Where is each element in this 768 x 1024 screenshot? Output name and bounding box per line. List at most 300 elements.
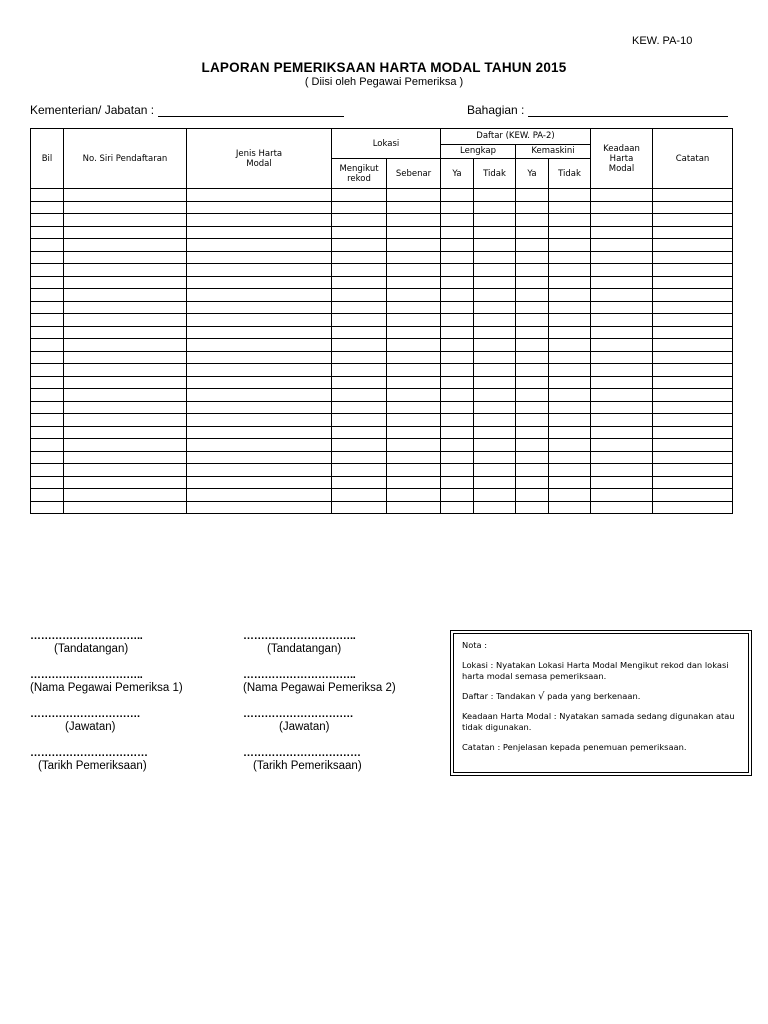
table-cell[interactable]	[653, 264, 733, 277]
table-cell[interactable]	[31, 451, 64, 464]
table-cell[interactable]	[591, 464, 653, 477]
table-cell[interactable]	[549, 414, 591, 427]
table-cell[interactable]	[591, 414, 653, 427]
table-cell[interactable]	[332, 251, 387, 264]
table-cell[interactable]	[441, 414, 474, 427]
table-cell[interactable]	[64, 189, 187, 202]
table-cell[interactable]	[387, 189, 441, 202]
table-cell[interactable]	[31, 314, 64, 327]
table-cell[interactable]	[474, 464, 516, 477]
table-cell[interactable]	[332, 289, 387, 302]
table-cell[interactable]	[653, 339, 733, 352]
table-cell[interactable]	[474, 489, 516, 502]
table-cell[interactable]	[332, 501, 387, 514]
table-cell[interactable]	[64, 464, 187, 477]
table-cell[interactable]	[591, 251, 653, 264]
date-1-line[interactable]: ……………………………	[30, 747, 148, 759]
table-cell[interactable]	[516, 239, 549, 252]
table-cell[interactable]	[474, 326, 516, 339]
table-cell[interactable]	[441, 201, 474, 214]
table-cell[interactable]	[549, 426, 591, 439]
table-cell[interactable]	[187, 301, 332, 314]
table-cell[interactable]	[187, 451, 332, 464]
table-cell[interactable]	[64, 364, 187, 377]
table-cell[interactable]	[332, 201, 387, 214]
table-cell[interactable]	[441, 276, 474, 289]
table-cell[interactable]	[387, 426, 441, 439]
table-cell[interactable]	[64, 476, 187, 489]
table-cell[interactable]	[31, 401, 64, 414]
bahagian-blank-line[interactable]	[528, 104, 728, 117]
table-cell[interactable]	[64, 389, 187, 402]
table-cell[interactable]	[516, 276, 549, 289]
kementerian-blank-line[interactable]	[158, 104, 344, 117]
table-cell[interactable]	[31, 264, 64, 277]
table-cell[interactable]	[516, 189, 549, 202]
table-cell[interactable]	[187, 326, 332, 339]
table-cell[interactable]	[591, 264, 653, 277]
table-cell[interactable]	[474, 426, 516, 439]
table-cell[interactable]	[549, 314, 591, 327]
table-cell[interactable]	[387, 439, 441, 452]
table-cell[interactable]	[549, 501, 591, 514]
table-cell[interactable]	[332, 214, 387, 227]
table-cell[interactable]	[64, 239, 187, 252]
table-cell[interactable]	[387, 401, 441, 414]
table-cell[interactable]	[653, 389, 733, 402]
header-bil: Bil	[31, 129, 64, 189]
table-cell[interactable]	[516, 476, 549, 489]
table-cell[interactable]	[591, 339, 653, 352]
table-cell[interactable]	[332, 489, 387, 502]
table-cell[interactable]	[653, 251, 733, 264]
position-1-line[interactable]: ………………………….	[30, 708, 140, 720]
table-cell[interactable]	[31, 276, 64, 289]
table-cell[interactable]	[591, 401, 653, 414]
table-cell[interactable]	[591, 426, 653, 439]
table-cell[interactable]	[474, 439, 516, 452]
table-cell[interactable]	[64, 251, 187, 264]
table-cell[interactable]	[187, 401, 332, 414]
table-cell[interactable]	[187, 289, 332, 302]
table-cell[interactable]	[549, 339, 591, 352]
table-cell[interactable]	[187, 201, 332, 214]
table-cell[interactable]	[64, 264, 187, 277]
table-cell[interactable]	[187, 189, 332, 202]
table-cell[interactable]	[31, 364, 64, 377]
table-cell[interactable]	[474, 351, 516, 364]
table-cell[interactable]	[516, 326, 549, 339]
table-cell[interactable]	[653, 376, 733, 389]
table-cell[interactable]	[187, 276, 332, 289]
table-cell[interactable]	[64, 326, 187, 339]
table-cell[interactable]	[441, 301, 474, 314]
table-cell[interactable]	[187, 364, 332, 377]
table-cell[interactable]	[653, 414, 733, 427]
table-cell[interactable]	[474, 389, 516, 402]
table-cell[interactable]	[591, 476, 653, 489]
table-cell[interactable]	[474, 314, 516, 327]
table-cell[interactable]	[474, 501, 516, 514]
table-cell[interactable]	[387, 289, 441, 302]
table-cell[interactable]	[516, 201, 549, 214]
table-cell[interactable]	[441, 314, 474, 327]
table-cell[interactable]	[332, 189, 387, 202]
table-cell[interactable]	[332, 264, 387, 277]
table-cell[interactable]	[387, 476, 441, 489]
table-cell[interactable]	[474, 189, 516, 202]
table-cell[interactable]	[31, 326, 64, 339]
table-cell[interactable]	[387, 226, 441, 239]
signature-2-line[interactable]: …………………………..	[243, 630, 356, 642]
table-cell[interactable]	[64, 414, 187, 427]
table-cell[interactable]	[64, 276, 187, 289]
table-cell[interactable]	[516, 451, 549, 464]
table-cell[interactable]	[516, 289, 549, 302]
table-cell[interactable]	[441, 214, 474, 227]
table-cell[interactable]	[516, 376, 549, 389]
table-cell[interactable]	[64, 314, 187, 327]
table-cell[interactable]	[591, 351, 653, 364]
table-cell[interactable]	[516, 251, 549, 264]
table-cell[interactable]	[64, 351, 187, 364]
table-cell[interactable]	[474, 264, 516, 277]
table-cell[interactable]	[387, 389, 441, 402]
nota-keadaan: Keadaan Harta Modal : Nyatakan samada sedang digunakan atau tidak digunakan.	[462, 711, 735, 732]
table-cell[interactable]	[441, 439, 474, 452]
table-cell[interactable]	[516, 339, 549, 352]
table-cell[interactable]	[31, 376, 64, 389]
table-cell[interactable]	[474, 239, 516, 252]
table-cell[interactable]	[332, 414, 387, 427]
table-cell[interactable]	[549, 214, 591, 227]
table-cell[interactable]	[474, 301, 516, 314]
table-cell[interactable]	[387, 251, 441, 264]
table-cell[interactable]	[516, 489, 549, 502]
table-cell[interactable]	[387, 276, 441, 289]
table-cell[interactable]	[516, 364, 549, 377]
table-cell[interactable]	[187, 251, 332, 264]
table-cell[interactable]	[549, 201, 591, 214]
table-cell[interactable]	[387, 301, 441, 314]
table-cell[interactable]	[387, 451, 441, 464]
table-cell[interactable]	[549, 301, 591, 314]
table-cell[interactable]	[441, 389, 474, 402]
table-cell[interactable]	[332, 276, 387, 289]
table-cell[interactable]	[516, 351, 549, 364]
table-cell[interactable]	[332, 376, 387, 389]
table-cell[interactable]	[387, 351, 441, 364]
table-cell[interactable]	[441, 351, 474, 364]
table-cell[interactable]	[516, 501, 549, 514]
table-row	[31, 364, 733, 377]
table-cell[interactable]	[474, 226, 516, 239]
table-cell[interactable]	[332, 226, 387, 239]
table-cell[interactable]	[549, 226, 591, 239]
table-cell[interactable]	[187, 376, 332, 389]
table-cell[interactable]	[441, 476, 474, 489]
table-cell[interactable]	[387, 239, 441, 252]
table-cell[interactable]	[31, 339, 64, 352]
table-cell[interactable]	[516, 389, 549, 402]
table-cell[interactable]	[516, 464, 549, 477]
table-cell[interactable]	[653, 326, 733, 339]
table-cell[interactable]	[516, 301, 549, 314]
signature-1-line[interactable]: …………………………..	[30, 630, 143, 642]
table-cell[interactable]	[332, 451, 387, 464]
table-cell[interactable]	[591, 376, 653, 389]
table-cell[interactable]	[653, 351, 733, 364]
table-cell[interactable]	[387, 264, 441, 277]
table-cell[interactable]	[187, 476, 332, 489]
table-cell[interactable]	[474, 339, 516, 352]
table-cell[interactable]	[187, 226, 332, 239]
table-cell[interactable]	[591, 451, 653, 464]
table-cell[interactable]	[549, 489, 591, 502]
table-cell[interactable]	[516, 314, 549, 327]
table-cell[interactable]	[653, 401, 733, 414]
table-cell[interactable]	[31, 289, 64, 302]
table-cell[interactable]	[387, 414, 441, 427]
table-cell[interactable]	[31, 464, 64, 477]
table-cell[interactable]	[31, 501, 64, 514]
table-cell[interactable]	[187, 314, 332, 327]
table-cell[interactable]	[549, 351, 591, 364]
table-cell[interactable]	[441, 289, 474, 302]
table-cell[interactable]	[332, 401, 387, 414]
table-cell[interactable]	[653, 226, 733, 239]
date-2-line[interactable]: ……………………………	[243, 747, 361, 759]
table-cell[interactable]	[549, 476, 591, 489]
table-cell[interactable]	[549, 451, 591, 464]
table-cell[interactable]	[516, 414, 549, 427]
header-no-siri: No. Siri Pendaftaran	[64, 129, 187, 189]
table-cell[interactable]	[31, 476, 64, 489]
table-cell[interactable]	[474, 289, 516, 302]
table-cell[interactable]	[187, 414, 332, 427]
table-cell[interactable]	[591, 326, 653, 339]
table-cell[interactable]	[474, 276, 516, 289]
table-cell[interactable]	[441, 489, 474, 502]
table-cell[interactable]	[591, 314, 653, 327]
table-cell[interactable]	[31, 226, 64, 239]
table-cell[interactable]	[64, 226, 187, 239]
table-cell[interactable]	[474, 364, 516, 377]
table-cell[interactable]	[591, 201, 653, 214]
table-cell[interactable]	[187, 439, 332, 452]
table-cell[interactable]	[474, 451, 516, 464]
table-cell[interactable]	[187, 214, 332, 227]
table-cell[interactable]	[516, 226, 549, 239]
table-cell[interactable]	[387, 376, 441, 389]
table-cell[interactable]	[441, 364, 474, 377]
table-cell[interactable]	[591, 239, 653, 252]
table-cell[interactable]	[187, 339, 332, 352]
table-cell[interactable]	[653, 451, 733, 464]
table-cell[interactable]	[31, 201, 64, 214]
table-cell[interactable]	[332, 339, 387, 352]
table-cell[interactable]	[549, 264, 591, 277]
table-cell[interactable]	[64, 501, 187, 514]
table-cell[interactable]	[441, 226, 474, 239]
table-cell[interactable]	[591, 189, 653, 202]
table-cell[interactable]	[64, 214, 187, 227]
table-cell[interactable]	[653, 439, 733, 452]
table-cell[interactable]	[653, 289, 733, 302]
table-cell[interactable]	[591, 389, 653, 402]
table-cell[interactable]	[549, 364, 591, 377]
table-cell[interactable]	[549, 376, 591, 389]
table-cell[interactable]	[332, 239, 387, 252]
table-cell[interactable]	[549, 439, 591, 452]
table-cell[interactable]	[332, 476, 387, 489]
table-cell[interactable]	[31, 489, 64, 502]
table-cell[interactable]	[64, 401, 187, 414]
table-cell[interactable]	[64, 339, 187, 352]
table-cell[interactable]	[64, 439, 187, 452]
table-cell[interactable]	[441, 451, 474, 464]
table-cell[interactable]	[653, 489, 733, 502]
table-cell[interactable]	[332, 351, 387, 364]
table-cell[interactable]	[187, 426, 332, 439]
table-cell[interactable]	[441, 264, 474, 277]
table-cell[interactable]	[387, 314, 441, 327]
table-cell[interactable]	[187, 389, 332, 402]
table-cell[interactable]	[441, 501, 474, 514]
table-cell[interactable]	[549, 251, 591, 264]
table-cell[interactable]	[31, 301, 64, 314]
table-cell[interactable]	[441, 326, 474, 339]
table-cell[interactable]	[441, 251, 474, 264]
table-cell[interactable]	[549, 189, 591, 202]
table-cell[interactable]	[549, 464, 591, 477]
table-cell[interactable]	[441, 339, 474, 352]
table-cell[interactable]	[474, 201, 516, 214]
table-cell[interactable]	[64, 376, 187, 389]
table-cell[interactable]	[441, 426, 474, 439]
table-cell[interactable]	[653, 464, 733, 477]
table-cell[interactable]	[653, 189, 733, 202]
table-cell[interactable]	[653, 476, 733, 489]
table-cell[interactable]	[187, 489, 332, 502]
table-cell[interactable]	[332, 426, 387, 439]
table-cell[interactable]	[474, 401, 516, 414]
table-cell[interactable]	[591, 501, 653, 514]
table-cell[interactable]	[387, 339, 441, 352]
table-cell[interactable]	[549, 326, 591, 339]
table-cell[interactable]	[591, 364, 653, 377]
table-cell[interactable]	[549, 401, 591, 414]
table-cell[interactable]	[332, 389, 387, 402]
table-cell[interactable]	[591, 214, 653, 227]
table-cell[interactable]	[549, 289, 591, 302]
table-cell[interactable]	[549, 389, 591, 402]
table-cell[interactable]	[332, 464, 387, 477]
table-cell[interactable]	[653, 364, 733, 377]
table-cell[interactable]	[591, 226, 653, 239]
table-cell[interactable]	[591, 301, 653, 314]
table-cell[interactable]	[187, 501, 332, 514]
table-cell[interactable]	[187, 351, 332, 364]
name-2-line[interactable]: …………………………..	[243, 669, 356, 681]
table-cell[interactable]	[31, 439, 64, 452]
position-2-line[interactable]: ………………………….	[243, 708, 353, 720]
table-cell[interactable]	[653, 301, 733, 314]
table-cell[interactable]	[591, 289, 653, 302]
table-cell[interactable]	[387, 501, 441, 514]
table-cell[interactable]	[387, 364, 441, 377]
table-cell[interactable]	[187, 264, 332, 277]
table-cell[interactable]	[64, 301, 187, 314]
table-cell[interactable]	[653, 239, 733, 252]
table-cell[interactable]	[332, 326, 387, 339]
table-cell[interactable]	[653, 426, 733, 439]
table-cell[interactable]	[516, 439, 549, 452]
table-cell[interactable]	[591, 489, 653, 502]
table-cell[interactable]	[332, 364, 387, 377]
table-cell[interactable]	[653, 314, 733, 327]
table-cell[interactable]	[332, 314, 387, 327]
table-cell[interactable]	[653, 201, 733, 214]
table-cell[interactable]	[31, 239, 64, 252]
table-cell[interactable]	[549, 239, 591, 252]
table-cell[interactable]	[549, 276, 591, 289]
table-cell[interactable]	[387, 201, 441, 214]
table-cell[interactable]	[653, 276, 733, 289]
table-cell[interactable]	[332, 301, 387, 314]
table-cell[interactable]	[441, 376, 474, 389]
table-cell[interactable]	[474, 376, 516, 389]
table-cell[interactable]	[31, 251, 64, 264]
table-cell[interactable]	[332, 439, 387, 452]
table-cell[interactable]	[441, 239, 474, 252]
table-cell[interactable]	[441, 401, 474, 414]
table-cell[interactable]	[653, 214, 733, 227]
table-cell[interactable]	[64, 201, 187, 214]
table-cell[interactable]	[187, 464, 332, 477]
table-cell[interactable]	[31, 214, 64, 227]
table-cell[interactable]	[653, 501, 733, 514]
table-cell[interactable]	[441, 464, 474, 477]
table-cell[interactable]	[591, 439, 653, 452]
table-cell[interactable]	[64, 289, 187, 302]
table-cell[interactable]	[64, 426, 187, 439]
table-cell[interactable]	[31, 389, 64, 402]
table-cell[interactable]	[474, 214, 516, 227]
table-cell[interactable]	[64, 451, 187, 464]
table-cell[interactable]	[474, 476, 516, 489]
table-cell[interactable]	[516, 426, 549, 439]
table-cell[interactable]	[474, 414, 516, 427]
table-cell[interactable]	[387, 326, 441, 339]
table-cell[interactable]	[31, 426, 64, 439]
table-cell[interactable]	[387, 214, 441, 227]
table-cell[interactable]	[187, 239, 332, 252]
table-cell[interactable]	[516, 214, 549, 227]
table-cell[interactable]	[64, 489, 187, 502]
table-cell[interactable]	[31, 351, 64, 364]
table-cell[interactable]	[31, 189, 64, 202]
table-cell[interactable]	[516, 264, 549, 277]
name-1-line[interactable]: …………………………..	[30, 669, 143, 681]
table-cell[interactable]	[474, 251, 516, 264]
table-cell[interactable]	[387, 464, 441, 477]
table-cell[interactable]	[441, 189, 474, 202]
table-cell[interactable]	[387, 489, 441, 502]
table-cell[interactable]	[31, 414, 64, 427]
table-cell[interactable]	[516, 401, 549, 414]
table-cell[interactable]	[591, 276, 653, 289]
